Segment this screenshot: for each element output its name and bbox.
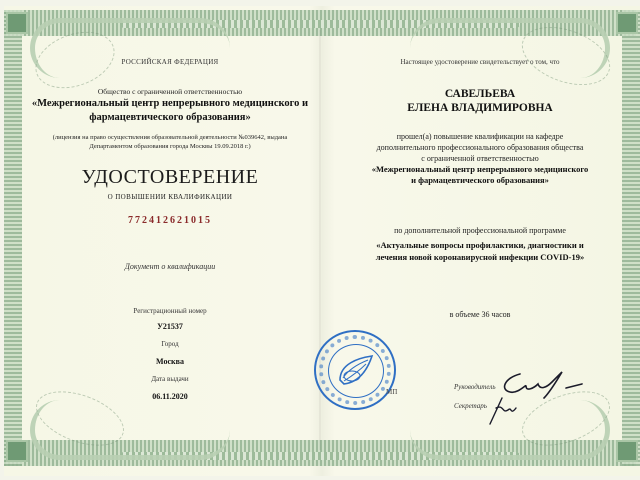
body-line1: прошел(а) повышение квалификации на кафедре	[396, 132, 564, 141]
stamp-mark: МП	[386, 388, 398, 396]
body-line2: дополнительного профессионального образования общества	[376, 143, 584, 152]
document-subtitle: О ПОВЫШЕНИИ КВАЛИФИКАЦИИ	[107, 193, 233, 201]
intro-text: Настоящее удостоверение свидетельствует о том, что	[400, 58, 560, 66]
head-label: Руководитель	[454, 383, 496, 391]
license-line1: (лицензия на право осуществления образовательной деятельности №039642, выдана	[52, 134, 288, 141]
hours-text: в объеме 36 часов	[449, 310, 511, 319]
holder-surname: САВЕЛЬЕВА	[444, 88, 516, 100]
left-page	[20, 0, 320, 480]
org-name-line2: фармацевтического образования»	[89, 112, 251, 123]
org-name-line1: «Межрегиональный центр непрерывного медицинского и	[31, 98, 309, 109]
program-intro: по дополнительной профессиональной программе	[394, 226, 566, 235]
org-type: Общество с ограниченной ответственностью	[97, 87, 243, 96]
org-name-line1: «Межрегиональный центр непрерывного медицинского	[371, 164, 589, 174]
org-name-line2: и фармацевтического образования»	[411, 175, 549, 185]
document-title: УДОСТОВЕРЕНИЕ	[81, 166, 259, 188]
organization-stamp-icon	[314, 330, 396, 410]
serial-number: 772412621015	[128, 215, 212, 226]
country-label: РОССИЙСКАЯ ФЕДЕРАЦИЯ	[121, 58, 219, 66]
city-label: Город	[161, 340, 179, 348]
issue-date-label: Дата выдачи	[151, 375, 189, 383]
secretary-label: Секретарь	[454, 402, 487, 410]
program-title-line1: «Актуальные вопросы профилактики, диагностики и	[376, 240, 584, 250]
program-title-line2: лечения новой коронавирусной инфекции COVID-19»	[375, 252, 585, 262]
reg-number: У21537	[157, 322, 183, 331]
issue-date: 06.11.2020	[152, 392, 188, 401]
document-type: Документ о квалификации	[124, 262, 216, 271]
license-line2: Департаментом образования города Москвы 19.09.2018 г.)	[89, 143, 251, 150]
body-line3: с ограниченной ответственностью	[421, 154, 539, 163]
reg-number-label: Регистрационный номер	[133, 307, 207, 315]
stamp-logo-icon	[334, 350, 378, 392]
signature-icon	[482, 368, 592, 428]
city: Москва	[156, 357, 184, 366]
holder-given-names: ЕЛЕНА ВЛАДИМИРОВНА	[407, 102, 553, 114]
